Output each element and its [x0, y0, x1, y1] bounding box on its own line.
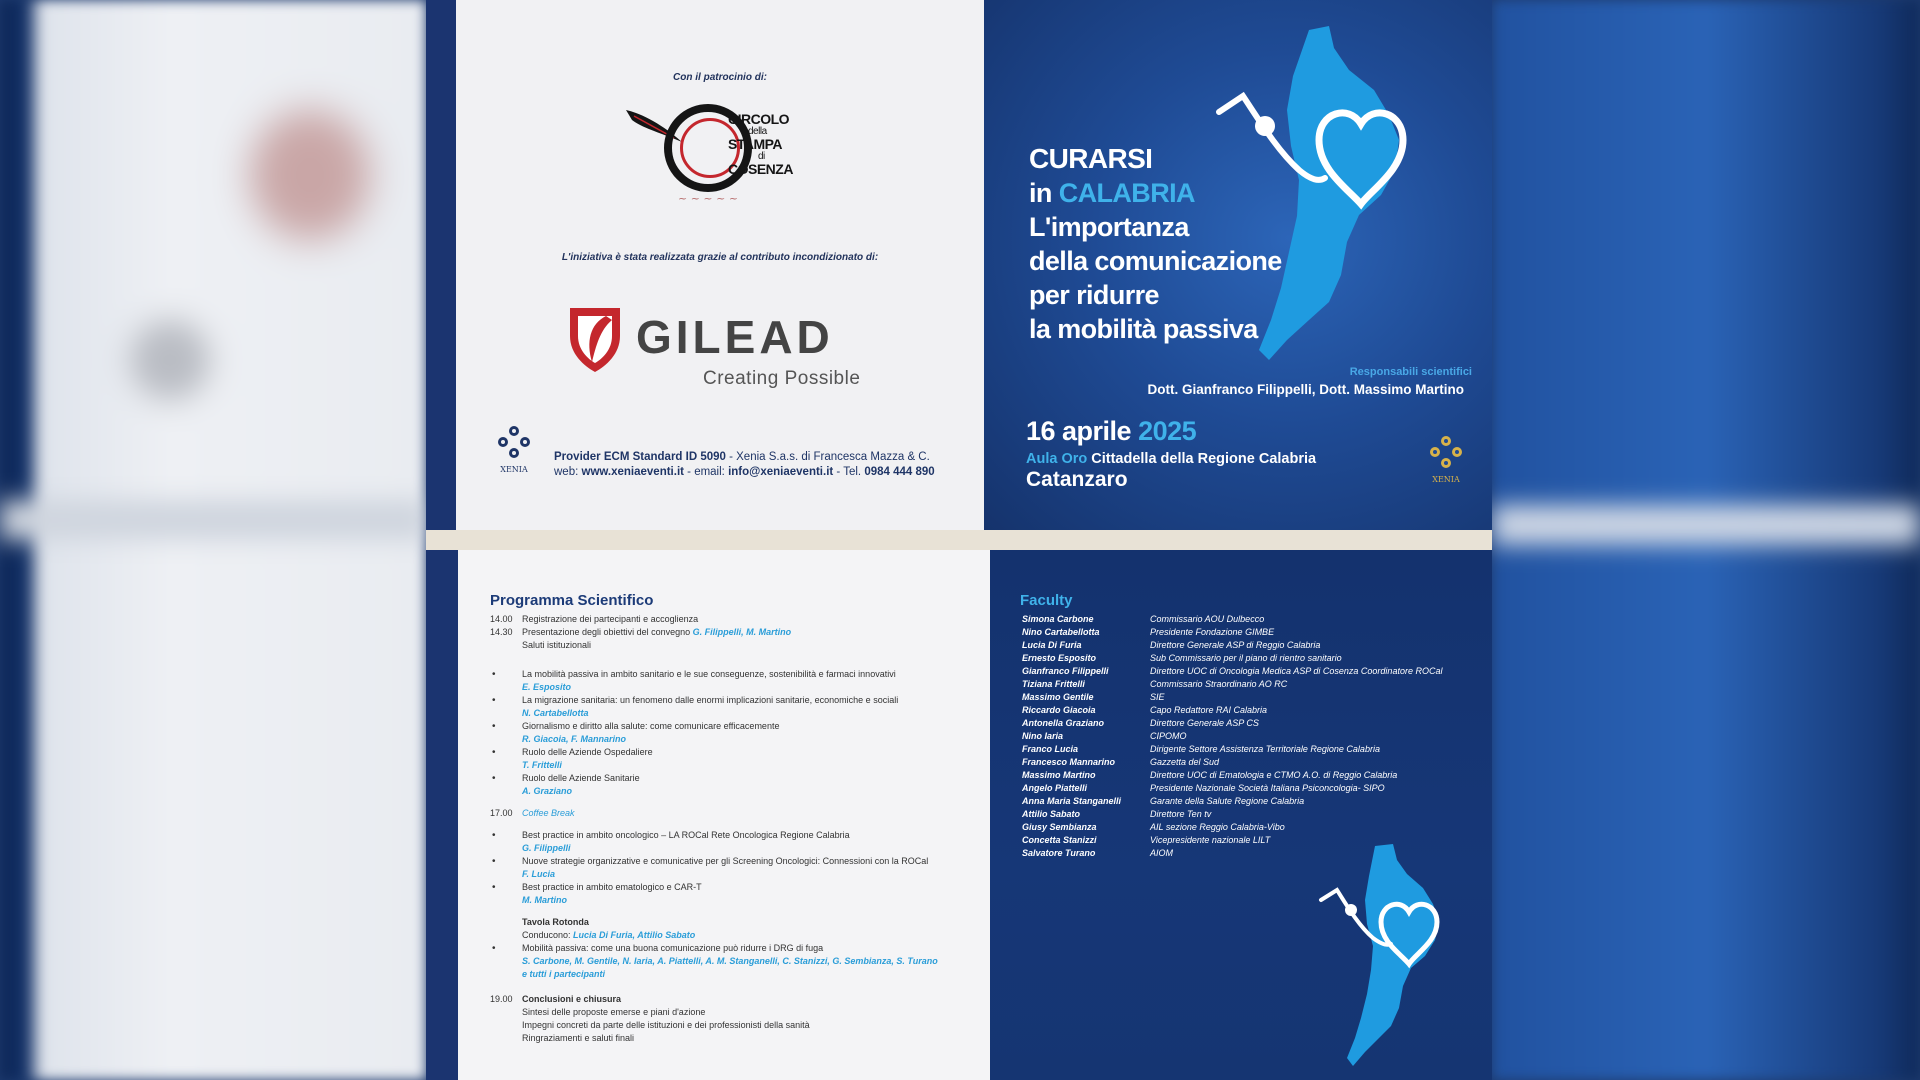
- responsabili-label: Responsabili scientifici: [1349, 366, 1472, 378]
- provider-company: - Xenia S.a.s. di Francesca Mazza & C.: [725, 451, 930, 463]
- faculty-row: Giusy Sembianza AIL sezione Reggio Calabria-Vibo: [1022, 822, 1285, 832]
- calabria-map-stethoscope-icon: [1315, 842, 1485, 1072]
- program-bullet: • Best practice in ambito ematologico e CAR-T M. Martino: [490, 881, 970, 907]
- faculty-row: Tiziana Frittelli Commissario Straordinario AO RC: [1022, 679, 1288, 689]
- program-bullet: • Best practice in ambito oncologico – LA ROCal Rete Oncologica Regione Calabria G. Filippelli: [490, 829, 970, 855]
- program-row-coffee: 17.00 Coffee Break: [490, 808, 575, 818]
- sponsor-panel: [426, 0, 984, 530]
- event-year: 2025: [1138, 416, 1197, 446]
- faculty-title: Faculty: [1020, 592, 1073, 609]
- title-line-5: per ridurre: [1029, 280, 1159, 310]
- blur-blob: [250, 110, 370, 240]
- gilead-tagline: Creating Possible: [703, 368, 861, 389]
- faculty-row: Riccardo Giacoia Capo Redattore RAI Calabria: [1022, 705, 1268, 715]
- speaker: M. Martino: [522, 895, 567, 905]
- speaker: E. Esposito: [522, 682, 572, 692]
- venue-place: Cittadella della Regione Calabria: [1087, 451, 1317, 467]
- programma-title: Programma Scientifico: [490, 592, 654, 609]
- circolo-name: CIRCOLO della STAMPA di COSENZA: [728, 111, 793, 177]
- faculty-list: [1022, 614, 1482, 861]
- speaker: e tutti i partecipanti: [522, 969, 606, 979]
- program-row: 14.00 Registrazione dei partecipanti e accoglienza: [490, 614, 699, 624]
- gilead-wordmark: GILEAD: [636, 311, 834, 363]
- speaker: R. Giacoia, F. Mannarino: [522, 734, 627, 744]
- program-bullet: • La migrazione sanitaria: un fenomeno dalle enormi implicazioni sanitarie, economiche e sociali N. Cartabellotta: [490, 694, 970, 720]
- program-row: 14.30 Presentazione degli obiettivi del convegno G. Filippelli, M. Martino: [490, 627, 792, 637]
- faculty-row: Simona Carbone Commissario AOU Dulbecco: [1022, 614, 1265, 624]
- tavola-title: Tavola Rotonda: [522, 917, 589, 927]
- cover-panel: [984, 0, 1492, 530]
- title-line-1: CURARSI: [1029, 143, 1153, 174]
- program-bullet: • La mobilità passiva in ambito sanitario e le sue conseguenze, sostenibilità e farmaci innovativi E. Esposito: [490, 668, 970, 694]
- speaker: T. Frittelli: [522, 760, 562, 770]
- programma-content: [490, 592, 970, 1045]
- email-label: - email:: [683, 466, 729, 478]
- speaker: F. Lucia: [522, 869, 556, 879]
- web-url: www.xeniaeventi.it: [581, 466, 684, 478]
- faculty-row: Angelo Piattelli Presidente Nazionale Società Italiana Psiconcologia- SIPO: [1022, 783, 1385, 793]
- speaker: G. Filippelli, M. Martino: [692, 627, 792, 637]
- blurred-background-right: [1492, 0, 1920, 1080]
- speaker: S. Carbone, M. Gentile, N. Iaria, A. Piattelli, A. M. Stanganelli, C. Stanizzi, G. Sembianza, S. Turano: [522, 956, 938, 966]
- circolo-signature: ~ ~ ~ ~ ~: [678, 192, 739, 205]
- program-row-closing: 19.00 Conclusioni e chiusura: [490, 994, 622, 1004]
- xenia-label: XENIA: [1432, 475, 1460, 484]
- faculty-row: Gianfranco Filippelli Direttore UOC di Oncologia Medica ASP di Cosenza Coordinatore ROCal: [1022, 666, 1443, 676]
- gilead-logo: [566, 298, 906, 398]
- tel-number: 0984 444 890: [864, 466, 935, 478]
- program-bullet: • Ruolo delle Aziende Sanitarie A. Graziano: [490, 772, 970, 798]
- title-line-2: in CALABRIA: [1029, 178, 1195, 208]
- closing-line: Impegni concreti da parte delle istituzioni e dei professionisti della sanità: [522, 1020, 810, 1030]
- blur-band: [0, 500, 426, 540]
- faculty-row: Massimo Gentile SIE: [1022, 692, 1165, 702]
- venue-hall: Aula Oro: [1026, 451, 1088, 467]
- program-bullet: • Mobilità passiva: come una buona comunicazione può ridurre i DRG di fuga S. Carbone, M. Gentile, N. Iaria, A. Piattelli, A. M. Stanganelli, C. Stanizzi, G. Sembianza, S. Turano e tutti i partecipanti: [490, 942, 970, 981]
- fold-gap: [426, 530, 1492, 550]
- faculty-panel: [990, 550, 1492, 1080]
- faculty-row: Nino Iaria CIPOMO: [1022, 731, 1187, 741]
- faculty-row: Antonella Graziano Direttore Generale ASP CS: [1022, 718, 1259, 728]
- program-bullet: • Giornalismo e diritto alla salute: come comunicare efficacemente R. Giacoia, F. Mannarino: [490, 720, 970, 746]
- faculty-row: Attilio Sabato Direttore Ten tv: [1022, 809, 1212, 819]
- title-region: CALABRIA: [1058, 178, 1195, 208]
- xenia-logo-right: [1424, 434, 1468, 490]
- xenia-emblem-icon: [1428, 434, 1464, 470]
- responsabili-names: Dott. Gianfranco Filippelli, Dott. Massimo Martino: [1147, 382, 1464, 397]
- email-address: info@xeniaeventi.it: [728, 466, 834, 478]
- sponsor-paper: [456, 0, 984, 530]
- initiative-label: L'iniziativa è stata realizzata grazie al contributo incondizionato di:: [561, 252, 879, 263]
- programma-panel: [426, 550, 990, 1080]
- faculty-row: Anna Maria Stanganelli Garante della Salute Regione Calabria: [1022, 796, 1305, 806]
- patronage-label: Con il patrocinio di:: [673, 72, 767, 83]
- blur-band: [1492, 505, 1920, 545]
- event-date: 16 aprile 2025: [1026, 416, 1197, 446]
- xenia-emblem-icon: [496, 424, 532, 460]
- closing-line: Sintesi delle proposte emerse e piani d'azione: [522, 1007, 706, 1017]
- faculty-row: Franco Lucia Dirigente Settore Assistenza Territoriale Regione Calabria: [1022, 744, 1380, 754]
- blur-blob: [130, 320, 210, 400]
- closing-line: Ringraziamenti e saluti finali: [522, 1033, 635, 1043]
- xenia-logo-left: [492, 424, 536, 480]
- speaker: A. Graziano: [522, 786, 573, 796]
- faculty-row: Salvatore Turano AIOM: [1022, 848, 1174, 858]
- tel-label: - Tel.: [833, 466, 865, 478]
- faculty-row: Francesco Mannarino Gazzetta del Sud: [1022, 757, 1220, 767]
- faculty-row: Lucia Di Furia Direttore Generale ASP di Reggio Calabria: [1022, 640, 1321, 650]
- tavola-conducono: Conducono: Lucia Di Furia, Attilio Sabato: [522, 930, 696, 940]
- faculty-row: Nino Cartabellotta Presidente Fondazione GIMBE: [1022, 627, 1275, 637]
- xenia-label: XENIA: [500, 465, 528, 474]
- circolo-stampa-logo: [624, 100, 824, 215]
- speaker: G. Filippelli: [522, 843, 571, 853]
- gilead-shield-icon: [566, 302, 624, 374]
- provider-id: Provider ECM Standard ID 5090: [554, 451, 726, 463]
- faculty-row: Massimo Martino Direttore UOC di Ematologia e CTMO A.O. di Reggio Calabria: [1022, 770, 1398, 780]
- title-line-6: la mobilità passiva: [1029, 314, 1258, 344]
- web-label: web:: [554, 466, 582, 478]
- event-city: Catanzaro: [1026, 468, 1128, 491]
- provider-info: [554, 450, 935, 480]
- event-venue: [1026, 451, 1316, 467]
- program-bullet: • Nuove strategie organizzative e comunicative per gli Screening Oncologici: Connessioni con la ROCal F. Lucia: [490, 855, 970, 881]
- event-brochure: [426, 0, 1492, 1080]
- blurred-background-left: [0, 0, 426, 1080]
- title-line-4: della comunicazione: [1029, 246, 1282, 276]
- program-row: Saluti istituzionali: [522, 640, 592, 650]
- speaker: N. Cartabellotta: [522, 708, 589, 718]
- faculty-row: Concetta Stanizzi Vicepresidente nazionale LILT: [1022, 835, 1271, 845]
- event-title: [1029, 142, 1282, 346]
- faculty-row: Ernesto Esposito Sub Commissario per il piano di rientro sanitario: [1022, 653, 1342, 663]
- title-line-3: L'importanza: [1029, 212, 1189, 242]
- coffee-break: Coffee Break: [522, 808, 575, 818]
- program-bullet: • Ruolo delle Aziende Ospedaliere T. Frittelli: [490, 746, 970, 772]
